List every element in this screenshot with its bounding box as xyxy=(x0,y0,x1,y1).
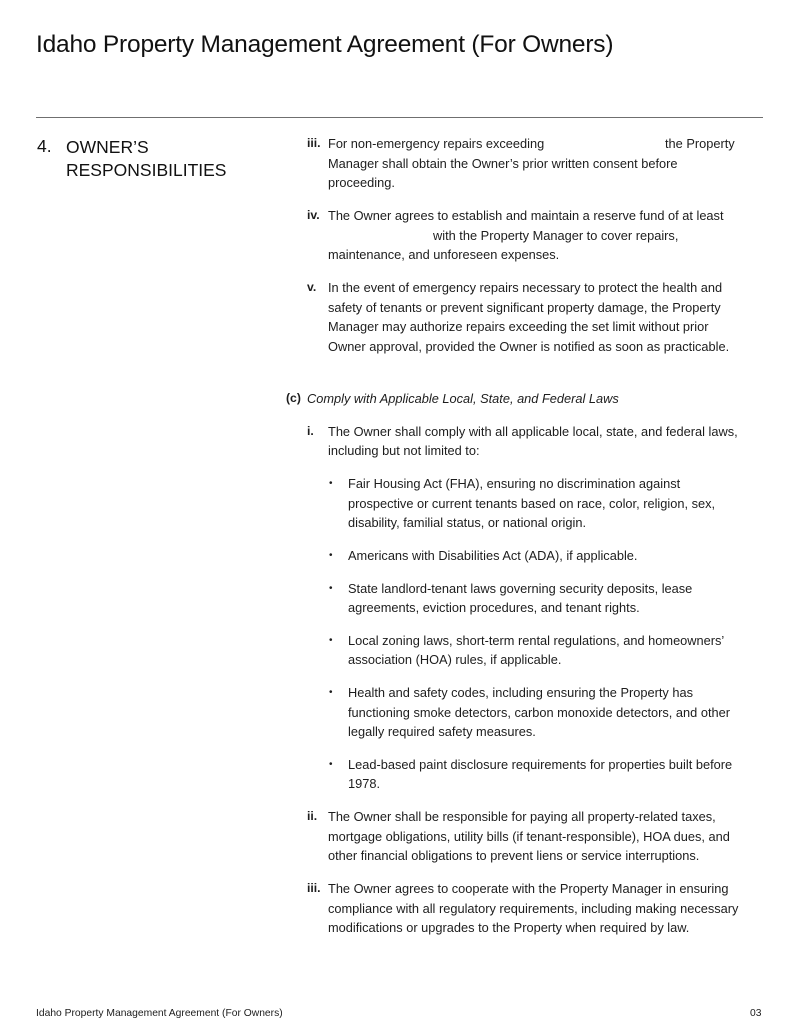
clause-line: For non-emergency repairs exceeding xyxy=(328,136,545,151)
clause-marker: iii. xyxy=(307,881,321,895)
clause-line: The Owner shall be responsible for paying all property-related taxes, xyxy=(328,809,716,824)
clause-marker: iii. xyxy=(307,136,321,150)
clause-line: maintenance, and unforeseen expenses. xyxy=(328,247,560,262)
clause-line: safety of tenants or prevent significant property damage, the Property xyxy=(328,300,721,315)
bullet-icon: • xyxy=(329,478,333,489)
bullet-line: Americans with Disabilities Act (ADA), if applicable. xyxy=(348,548,638,563)
section-title xyxy=(66,136,266,182)
bullet-icon: • xyxy=(329,687,333,698)
bullet-line: State landlord-tenant laws governing security deposits, lease xyxy=(348,581,693,596)
clause-line: proceeding. xyxy=(328,175,395,190)
clause-line: the Property xyxy=(665,136,735,151)
header-divider xyxy=(36,117,763,118)
document-title: Idaho Property Management Agreement (For Owners) xyxy=(36,31,614,58)
section-title-line: OWNER’S xyxy=(66,137,149,157)
bullet-line: Local zoning laws, short-term rental regulations, and homeowners’ xyxy=(348,633,725,648)
section-number: 4. xyxy=(37,136,52,156)
bullet-line: disability, familial status, or national origin. xyxy=(348,515,587,530)
clause-line: compliance with all regulatory requirements, including making necessary xyxy=(328,901,739,916)
section-title-line: RESPONSIBILITIES xyxy=(66,160,227,180)
bullet-icon: • xyxy=(329,759,333,770)
bullet-line: agreements, eviction procedures, and tenant rights. xyxy=(348,600,640,615)
clause-marker: iv. xyxy=(307,208,320,222)
bullet-line: association (HOA) rules, if applicable. xyxy=(348,652,562,667)
bullet-line: Lead-based paint disclosure requirements for properties built before xyxy=(348,757,733,772)
bullet-line: 1978. xyxy=(348,776,381,791)
bullet-line: Health and safety codes, including ensuring the Property has xyxy=(348,685,694,700)
bullet-icon: • xyxy=(329,635,333,646)
clause-line: other financial obligations to prevent liens or service interruptions. xyxy=(328,848,700,863)
clause-marker: v. xyxy=(307,280,317,294)
clause-line: The Owner agrees to establish and maintain a reserve fund of at least xyxy=(328,208,724,223)
subsection-heading: Comply with Applicable Local, State, and Federal Laws xyxy=(307,391,619,406)
clause-line: The Owner shall comply with all applicable local, state, and federal laws, xyxy=(328,424,738,439)
bullet-icon: • xyxy=(329,550,333,561)
clause-marker: ii. xyxy=(307,809,318,823)
subsection-marker: (c) xyxy=(286,391,301,405)
clause-line: modifications or upgrades to the Property when required by law. xyxy=(328,920,690,935)
bullet-line: legally required safety measures. xyxy=(348,724,536,739)
clause-line: including but not limited to: xyxy=(328,443,480,458)
clause-line: Manager may authorize repairs exceeding the set limit without prior xyxy=(328,319,709,334)
footer-title: Idaho Property Management Agreement (For Owners) xyxy=(36,1008,283,1019)
clause-marker: i. xyxy=(307,424,314,438)
clause-line: with the Property Manager to cover repairs, xyxy=(433,228,679,243)
bullet-line: prospective or current tenants based on race, color, religion, sex, xyxy=(348,496,716,511)
clause-line: Owner approval, provided the Owner is notified as soon as practicable. xyxy=(328,339,730,354)
clause-line: mortgage obligations, utility bills (if tenant-responsible), HOA dues, and xyxy=(328,829,730,844)
clause-line: In the event of emergency repairs necessary to protect the health and xyxy=(328,280,723,295)
bullet-line: functioning smoke detectors, carbon monoxide detectors, and other xyxy=(348,705,730,720)
page-number: 03 xyxy=(750,1008,762,1019)
clause-line: Manager shall obtain the Owner’s prior written consent before xyxy=(328,156,678,171)
clause-line: The Owner agrees to cooperate with the Property Manager in ensuring xyxy=(328,881,729,896)
bullet-icon: • xyxy=(329,583,333,594)
bullet-line: Fair Housing Act (FHA), ensuring no discrimination against xyxy=(348,476,681,491)
